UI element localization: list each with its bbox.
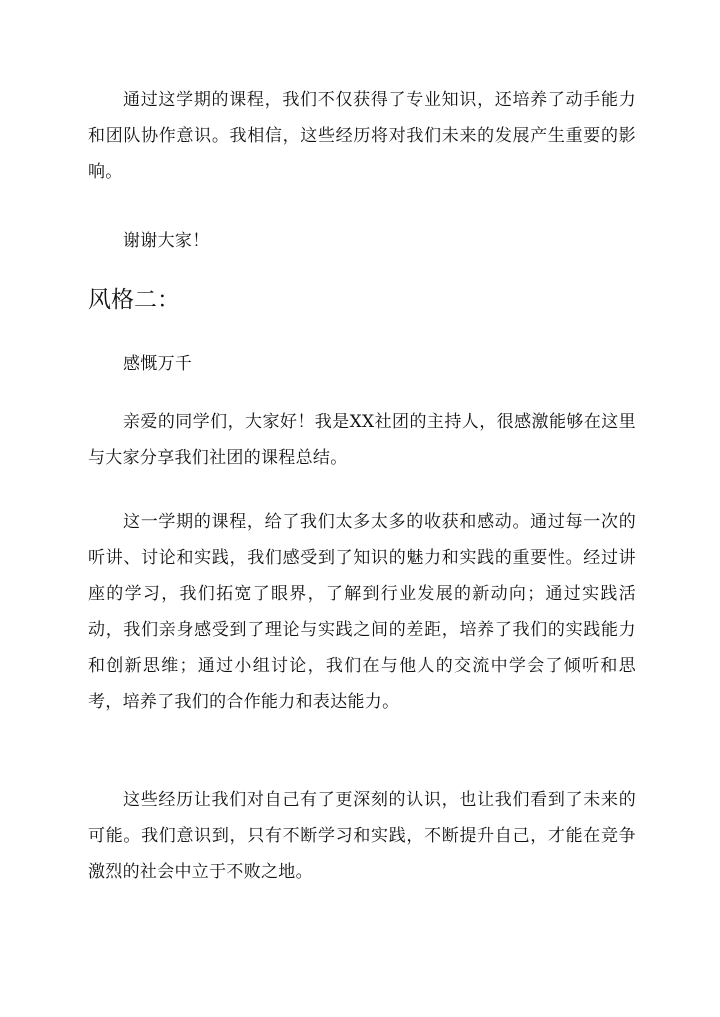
thanks-line: 谢谢大家！ (123, 231, 210, 251)
body-paragraph-2: 这些经历让我们对自己有了更深刻的认识，也让我们看到了未来的可能。我们意识到，只有不断学习和实践，不断提升自己，才能在竞争激烈的社会中立于不败之地。 (88, 790, 636, 882)
subtitle-line: 感慨万千 (123, 354, 193, 374)
body-paragraph-1: 这一学期的课程，给了我们太多太多的收获和感动。通过每一次的听讲、讨论和实践，我们感受到了知识的魅力和实践的重要性。经过讲座的学习，我们拓宽了眼界，了解到行业发展的新动向；通过实践活动，我们亲身感受到了理论与实践之间的差距，培养了我们的实践能力和创新思维；通过小组讨论，我们在与他人的交流中学会了倾听和思考，培养了我们的合作能力和表达能力。 (88, 512, 636, 712)
section-heading: 风格二： (88, 287, 180, 313)
intro-closing-paragraph: 通过这学期的课程，我们不仅获得了专业知识，还培养了动手能力和团队协作意识。我相信，这些经历将对我们未来的发展产生重要的影响。 (88, 90, 636, 182)
greeting-paragraph: 亲爱的同学们，大家好！我是XX社团的主持人，很感激能够在这里与大家分享我们社团的课程总结。 (88, 412, 636, 468)
